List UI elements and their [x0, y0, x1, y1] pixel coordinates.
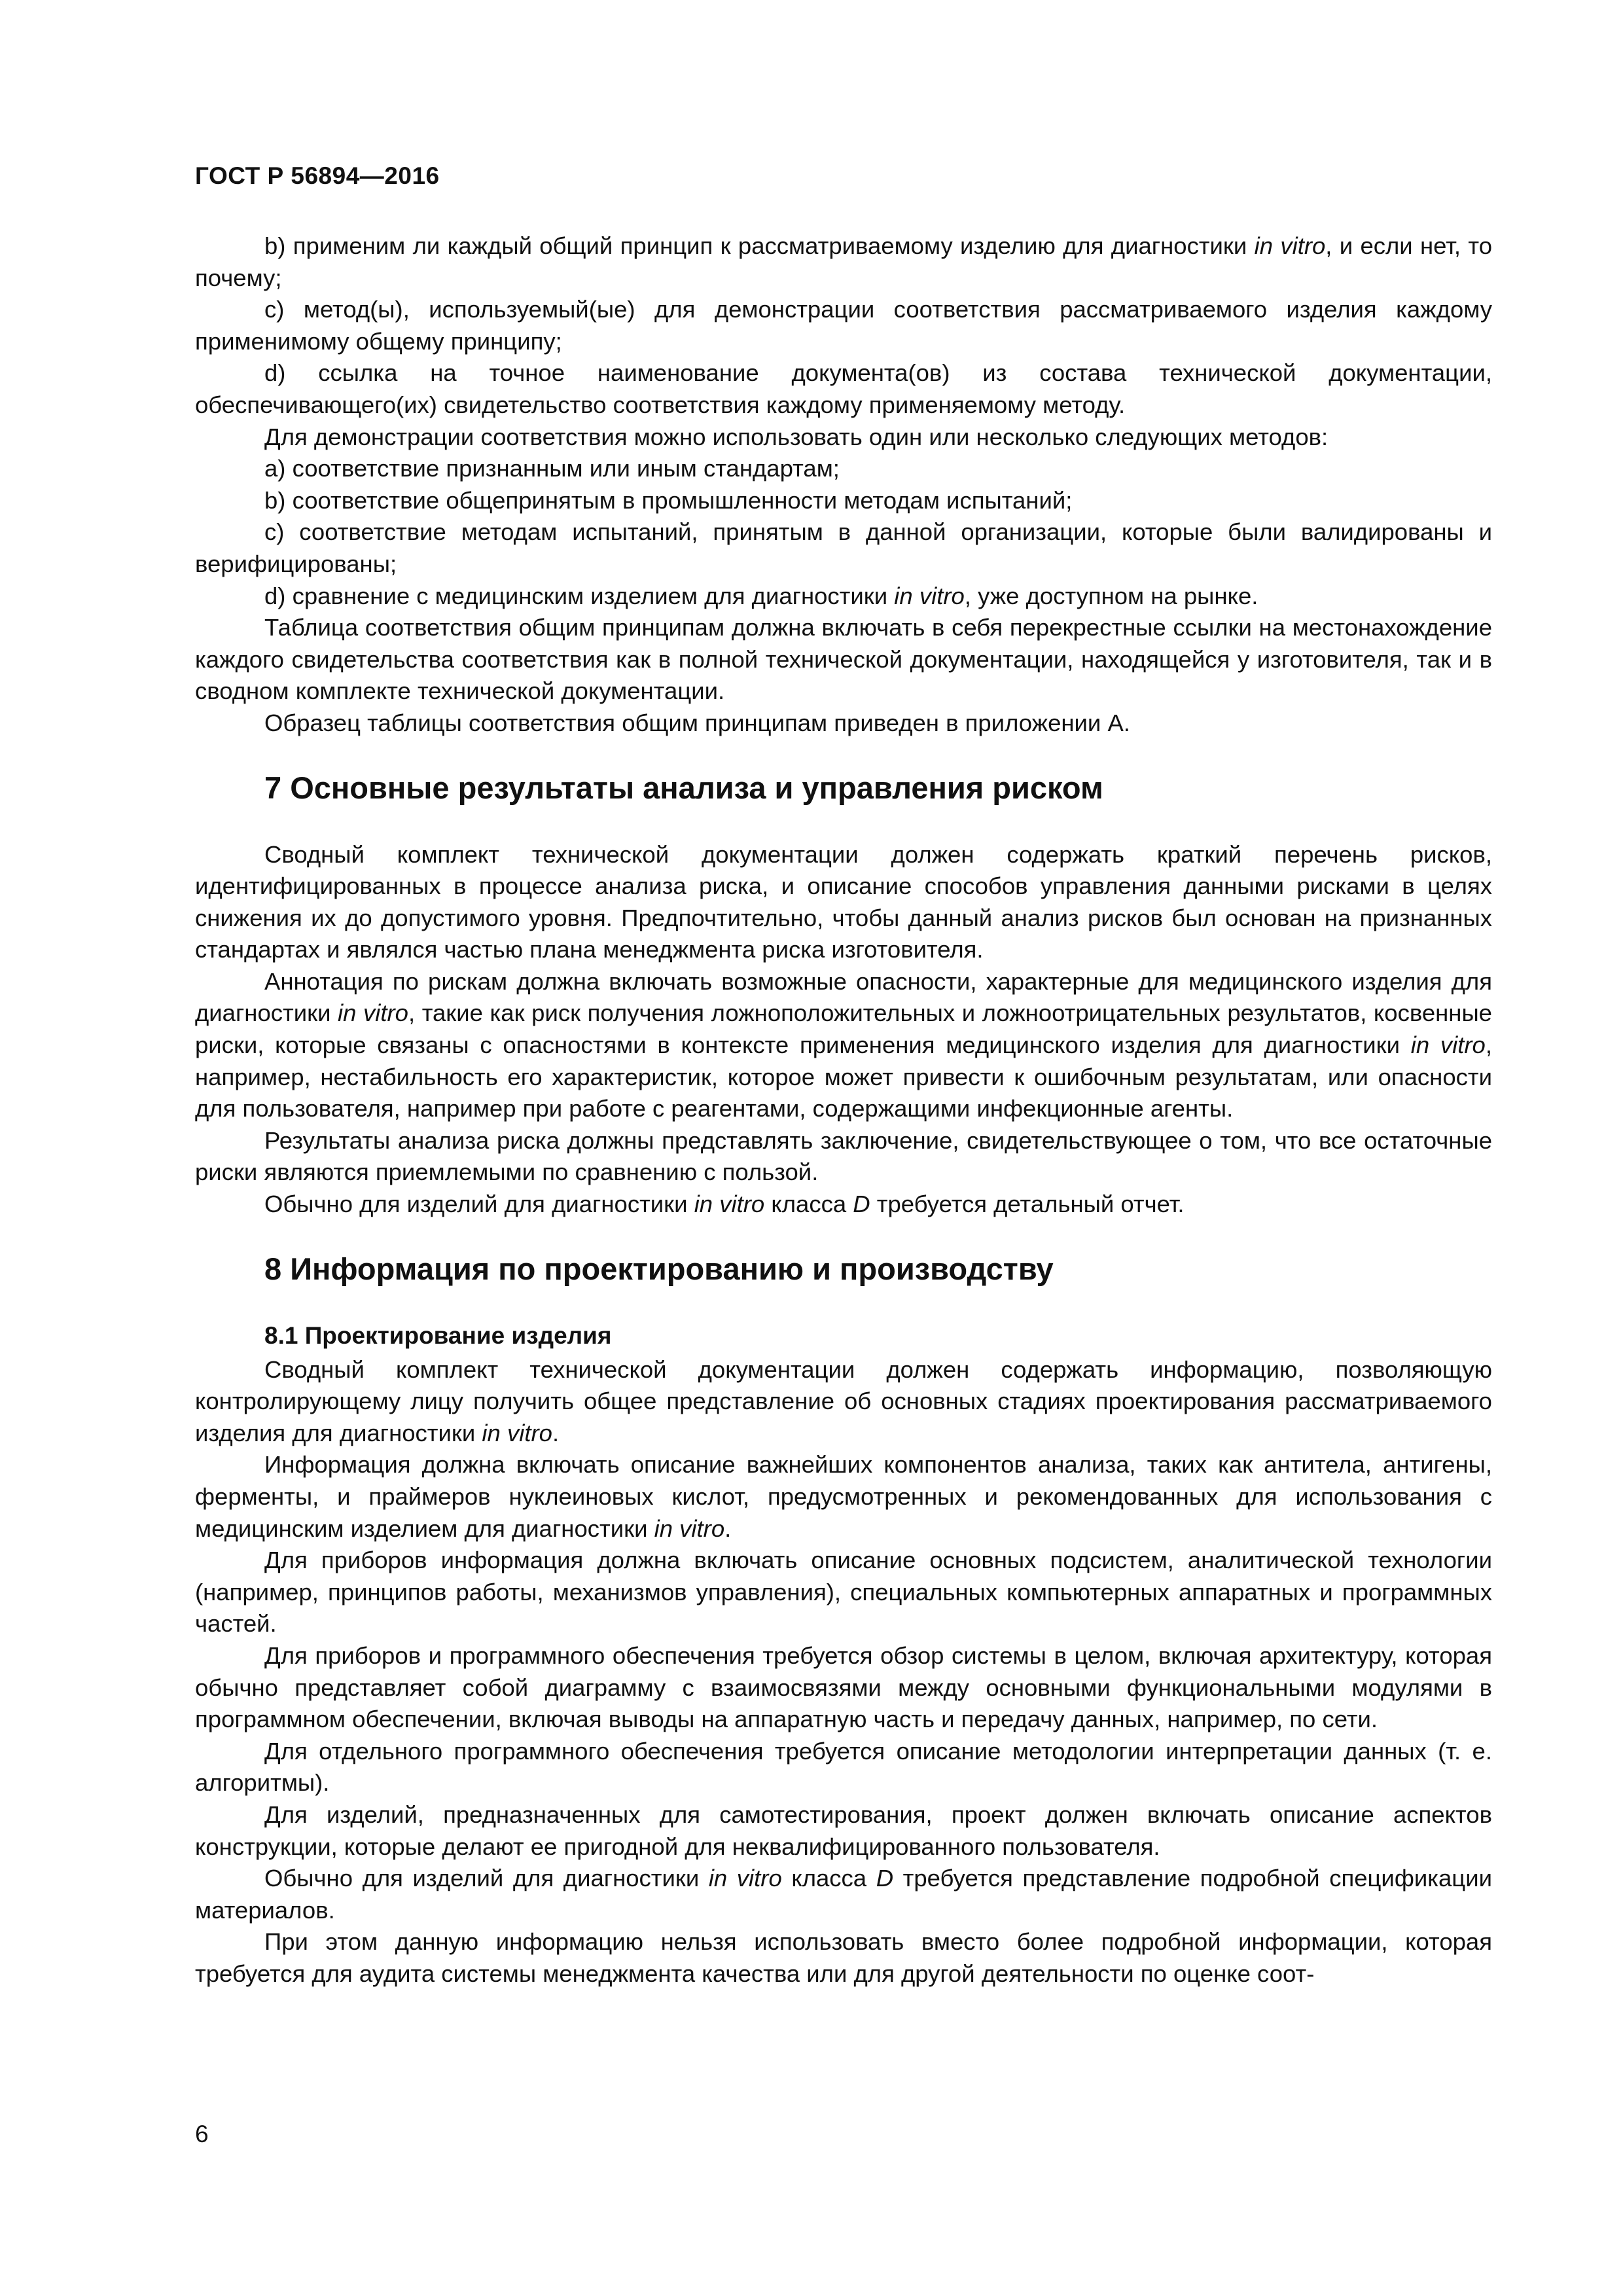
text-run: требуется детальный отчет.: [870, 1191, 1185, 1218]
standard-designation: ГОСТ Р 56894—2016: [195, 162, 440, 189]
section-8-heading: 8 Информация по проектированию и производству: [264, 1251, 1054, 1286]
paragraph: [195, 839, 1492, 966]
paragraph: [195, 516, 1492, 580]
text-run: Информация должна включать описание важнейших компонентов анализа, таких как антитела, антигены, ферменты, и праймеров нуклеиновых кислот, предусмотренных и рекомендованных для использования с медицинским изделием для диагностики: [195, 1451, 1492, 1542]
paragraph: [195, 453, 1492, 485]
text-run: Обычно для изделий для диагностики: [264, 1865, 709, 1892]
italic-term: in vitro: [482, 1419, 552, 1446]
italic-term: in vitro: [654, 1515, 725, 1542]
text-run: класса: [764, 1191, 853, 1218]
subsection-8-1-heading: 8.1 Проектирование изделия: [264, 1321, 612, 1349]
paragraph: [195, 1799, 1492, 1863]
paragraph: [195, 485, 1492, 517]
text-run: , уже доступном на рынке.: [964, 582, 1258, 609]
text-run: , такие как риск получения ложноположительных и ложноотрицательных результатов, косвенные риски, которые связаны с опасностями в контексте применения медицинского изделия для диагностики: [195, 999, 1492, 1059]
text-run: Обычно для изделий для диагностики: [264, 1191, 694, 1218]
paragraph: [195, 708, 1492, 740]
italic-term: in vitro: [708, 1865, 782, 1892]
section-7-heading: 7 Основные результаты анализа и управления риском: [264, 770, 1103, 805]
text-run: класса: [781, 1865, 876, 1892]
text-run: .: [552, 1419, 560, 1446]
paragraph: [195, 1125, 1492, 1189]
italic-term: in vitro: [894, 582, 965, 609]
text-run: Результаты анализа риска должны представлять заключение, свидетельствующее о том, что все остаточные риски являются приемлемыми по сравнению с пользой.: [195, 1126, 1492, 1186]
text-run: Сводный комплект технической документации должен содержать краткий перечень рисков, идентифицированных в процессе анализа риска, и описание способов управления данными рисками в целях снижения их до допустимого уровня. Предпочтительно, чтобы данный анализ рисков был основан на признанных стандартах и являлся частью плана менеджмента риска изготовителя.: [195, 840, 1492, 963]
page-number: 6: [195, 2121, 209, 2147]
italic-term: in vitro: [1410, 1031, 1486, 1059]
text-run: Для отдельного программного обеспечения требуется описание методологии интерпретации данных (т. е. алгоритмы).: [195, 1737, 1492, 1797]
text-run: Для приборов и программного обеспечения требуется обзор системы в целом, включая архитектуру, которая обычно представляет собой диаграмму с взаимосвязями между основными функциональными модулями в программном обеспечении, включая выводы на аппаратную часть и передачу данных, например, по сети.: [195, 1641, 1492, 1733]
section-7-body: [195, 839, 1492, 1221]
text-run: .: [724, 1515, 732, 1542]
document-body: [195, 230, 1492, 1990]
paragraph: [195, 966, 1492, 1125]
paragraph: [195, 1189, 1492, 1221]
paragraph: [195, 1354, 1492, 1450]
text-run: d) сравнение с медицинским изделием для диагностики: [264, 582, 895, 609]
text-run: a) соответствие признанным или иным стандартам;: [264, 455, 840, 482]
text-run: b) соответствие общепринятым в промышленности методам испытаний;: [264, 486, 1073, 514]
paragraph: [195, 1736, 1492, 1799]
paragraph: [195, 1545, 1492, 1640]
text-run: Образец таблицы соответствия общим принципам приведен в приложении А.: [264, 709, 1130, 736]
paragraph: [195, 357, 1492, 421]
paragraph: [195, 612, 1492, 708]
paragraph: [195, 230, 1492, 294]
text-run: Для демонстрации соответствия можно использовать один или несколько следующих методов:: [264, 423, 1329, 450]
italic-term: in vitro: [338, 999, 408, 1027]
text-run: , например, нестабильность его характеристик, которое может привести к ошибочным результатам, или опасности для пользователя, например при работе с реагентами, содержащими инфекционные агенты.: [195, 1031, 1492, 1122]
text-run: Для изделий, предназначенных для самотестирования, проект должен включать описание аспектов конструкции, которые делают ее пригодной для неквалифицированного пользователя.: [195, 1801, 1492, 1860]
text-run: b) применим ли каждый общий принцип к рассматриваемому изделию для диагностики: [264, 232, 1255, 259]
text-run: Для приборов информация должна включать описание основных подсистем, аналитической технологии (например, принципов работы, механизмов управления), специальных компьютерных аппаратных и программных частей.: [195, 1547, 1492, 1638]
italic-term: D: [853, 1191, 870, 1218]
text-run: Сводный комплект технической документации должен содержать информацию, позволяющую контролирующему лицу получить общее представление об основных стадиях проектирования рассматриваемого изделия для диагностики: [195, 1355, 1492, 1446]
text-run: d) ссылка на точное наименование документа(ов) из состава технической документации, обеспечивающего(их) свидетельство соответствия каждому применяемому методу.: [195, 359, 1492, 418]
subsection-8-1-body: [195, 1354, 1492, 1990]
text-run: Таблица соответствия общим принципам должна включать в себя перекрестные ссылки на местонахождение каждого свидетельства соответствия как в полной технической документации, находящейся у изготовителя, так и в сводном комплекте технической документации.: [195, 614, 1492, 705]
paragraph: [195, 1863, 1492, 1926]
paragraph: [195, 1926, 1492, 1990]
italic-term: in vitro: [694, 1191, 765, 1218]
italic-term: D: [876, 1865, 894, 1892]
paragraph: [195, 581, 1492, 613]
text-run: требуется представление подробной спецификации материалов.: [195, 1865, 1492, 1924]
intro-block: [195, 230, 1492, 740]
paragraph: [195, 1640, 1492, 1736]
text-run: Аннотация по рискам должна включать возможные опасности, характерные для медицинского изделия для диагностики: [195, 967, 1492, 1027]
text-run: , и если нет, то почему;: [195, 232, 1492, 291]
italic-term: in vitro: [1254, 232, 1326, 259]
paragraph: [195, 1449, 1492, 1545]
paragraph: [195, 422, 1492, 454]
paragraph: [195, 294, 1492, 357]
text-run: При этом данную информацию нельзя использовать вместо более подробной информации, которая требуется для аудита системы менеджмента качества или для другой деятельности по оценке соот-: [195, 1928, 1492, 1987]
text-run: c) метод(ы), используемый(ые) для демонстрации соответствия рассматриваемого изделия каждому применимому общему принципу;: [195, 296, 1492, 355]
text-run: c) соответствие методам испытаний, принятым в данной организации, которые были валидированы и верифицированы;: [195, 518, 1492, 577]
